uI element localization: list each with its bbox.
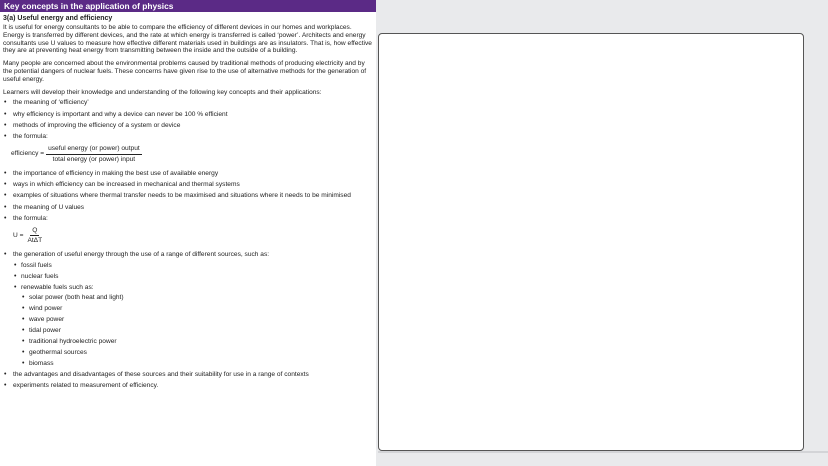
list-item: • ways in which efficiency can be increased in mechanical and thermal systems [3,181,372,189]
bullet-list-b [3,170,372,223]
list-item-renewables [13,284,372,368]
list-item: • solar power (both heat and light) [21,294,372,302]
list-item: • traditional hydroelectric power [21,338,372,346]
list-item: • the advantages and disadvantages of these sources and their suitability for use in a range of contexts [3,371,372,379]
formula-numerator: useful energy (or power) output [46,145,142,155]
list-item: • fossil fuels [13,262,372,270]
bullet-list-c [3,251,372,390]
list-item: • the formula: [3,133,372,141]
list-item: • experiments related to measurement of efficiency. [3,382,372,390]
renewables-label: renewable fuels such as: [21,283,94,291]
generation-label: the generation of useful energy through the use of a range of different sources, such as: [13,251,270,259]
energy-sources-list [13,262,372,368]
blank-notes-panel[interactable] [378,33,804,451]
list-item-generation [3,251,372,367]
renewables-list [21,294,372,368]
formula-lhs: efficiency = [11,150,45,158]
document-page [0,0,376,466]
list-item: • tidal power [21,327,372,335]
formula-denominator: total energy (or power) input [52,155,136,163]
paragraph-intro: It is useful for energy consultants to be able to compare the efficiency of different devices in our homes and workplaces. Energy is transferred by different devices, and the rate at which energy is transferred is called ‘power’. Architects and energy consultants use U values to measure how effective different materials used in buildings are as insulators. That is, how effective they are at preventing heat energy from transmitting between the inside and the outside of a building. [3,24,372,55]
paragraph-concerns: Many people are concerned about the environmental problems caused by traditional methods of producing electricity and by the potential dangers of nuclear fuels. These concerns have given rise to the use of alternative methods for the generation of useful energy. [3,60,367,83]
formula-fraction [25,227,44,246]
list-item: • geothermal sources [21,349,372,357]
list-item: • methods of improving the efficiency of a system or device [3,122,372,130]
panel-divider [378,451,828,453]
formula-numerator: Q [30,227,39,237]
formula-fraction [46,145,142,164]
u-value-formula [13,227,372,246]
page-header: Key concepts in the application of physics [0,0,376,12]
list-item: • wind power [21,305,372,313]
document-content [0,12,376,390]
bullet-list-a [3,99,372,141]
list-item: • the formula: [3,215,372,223]
paragraph-learners: Learners will develop their knowledge and understanding of the following key concepts and their applications: [3,88,322,96]
list-item: • wave power [21,316,372,324]
list-item: • the meaning of ‘efficiency’ [3,99,372,107]
efficiency-formula [11,145,372,164]
list-item: • nuclear fuels [13,273,372,281]
formula-lhs: U = [13,232,24,240]
formula-denominator: AtΔT [27,237,43,245]
list-item: • the importance of efficiency in making the best use of available energy [3,170,372,178]
list-item: • examples of situations where thermal transfer needs to be maximised and situations where it needs to be minimised [3,192,372,200]
list-item: • biomass [21,360,372,368]
list-item: • the meaning of U values [3,204,372,212]
list-item: • why efficiency is important and why a device can never be 100 % efficient [3,111,372,119]
section-title: 3(a) Useful energy and efficiency [3,15,113,22]
